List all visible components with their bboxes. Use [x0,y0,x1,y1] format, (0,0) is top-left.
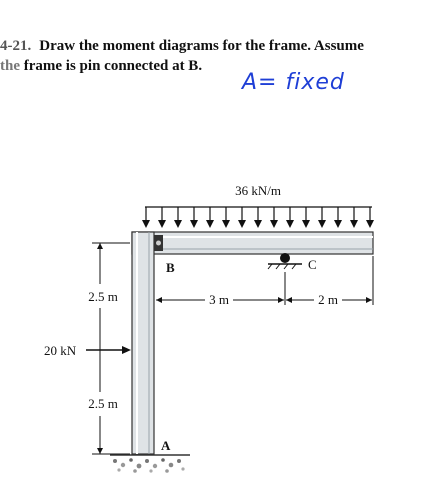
beam-dimensions [156,256,373,307]
gravel-dot [161,458,165,462]
problem-title-line-2: frame is pin connected at B. [20,58,203,74]
load-arrowhead [334,220,342,228]
load-arrowhead [254,220,262,228]
point-load-label: 20 kN [44,343,77,358]
dim-arrow-bottom [97,448,103,454]
load-arrows [142,207,374,228]
dim-lower-label: 2.5 m [88,396,118,411]
load-arrowhead [190,220,198,228]
gravel-dot [169,463,174,468]
point-load-arrowhead [122,346,131,354]
gravel-dot [177,459,181,463]
beam [132,232,373,254]
load-arrowhead [174,220,182,228]
load-arrowhead [302,220,310,228]
gravel-dot [129,458,133,462]
gravel-dot [133,469,137,473]
label-c: C [308,257,317,272]
dim-arrow-top [97,243,103,249]
label-a: A [161,438,171,453]
load-arrowhead [158,220,166,228]
gravel-dot [117,468,120,471]
roller-support-c [268,253,317,272]
dim-arrow-mid-left [278,297,284,303]
point-load [44,343,131,358]
load-arrowhead [286,220,294,228]
gravel-dot [149,469,152,472]
load-arrowhead [206,220,214,228]
gravel-dot [113,459,117,463]
column [132,232,154,454]
gravel-dot [137,464,142,469]
gravel-dot [145,459,149,463]
distributed-load-label: 36 kN/m [235,183,281,198]
dim-upper-label: 2.5 m [88,289,118,304]
gravel-dot [181,467,184,470]
load-arrowhead [350,220,358,228]
problem-number: 4-21. [0,38,32,54]
distributed-load [142,183,374,228]
ground-gravel [113,458,185,473]
pin-icon [156,241,161,246]
load-arrowhead [142,220,150,228]
problem-title-line-2-prefix: the [0,58,20,74]
gravel-dot [165,469,169,473]
load-arrowhead [270,220,278,228]
gravel-dot [153,464,157,468]
load-arrowhead [222,220,230,228]
problem-title-line-1: Draw the moment diagrams for the frame. Assume [39,38,364,54]
handwritten-annotation: A= fixed [242,70,345,95]
gravel-dot [121,463,125,467]
dim-2m-label: 2 m [318,292,338,307]
dim-arrow-left [156,297,162,303]
dim-3m-label: 3 m [209,292,229,307]
roller-icon [280,253,290,263]
load-arrowhead [238,220,246,228]
load-arrowhead [366,220,374,228]
label-b: B [166,260,175,275]
beam-body [132,232,373,254]
column-body [132,232,154,454]
dim-arrow-right [366,297,372,303]
load-arrowhead [318,220,326,228]
